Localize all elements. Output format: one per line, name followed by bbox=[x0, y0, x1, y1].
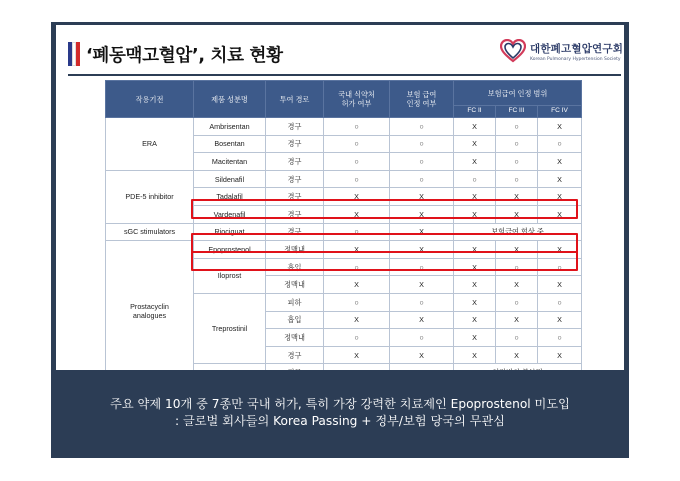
fc4-cell: X bbox=[538, 241, 582, 259]
fc4-cell: ○ bbox=[538, 258, 582, 276]
insurance-cell: ○ bbox=[390, 258, 454, 276]
fc4-cell: ○ bbox=[538, 135, 582, 153]
ingredient-cell: Treprostinil bbox=[194, 293, 266, 363]
approval-cell: ○ bbox=[324, 153, 390, 171]
route-cell: 흡입 bbox=[266, 311, 324, 329]
ingredient-cell: Epoprostenol bbox=[194, 241, 266, 259]
approval-cell: X bbox=[324, 241, 390, 259]
fc3-cell: ○ bbox=[496, 293, 538, 311]
insurance-cell: ○ bbox=[390, 135, 454, 153]
ingredient-cell: Bosentan bbox=[194, 135, 266, 153]
fc4-cell: X bbox=[538, 118, 582, 136]
fc4-cell: X bbox=[538, 346, 582, 364]
route-cell: 피하 bbox=[266, 293, 324, 311]
header-fc2: FC II bbox=[454, 106, 496, 118]
logo-name-ko: 대한폐고혈압연구회 bbox=[530, 42, 624, 55]
slide-title: ‘폐동맥고혈압’, 치료 현황 bbox=[86, 45, 283, 66]
insurance-cell: X bbox=[390, 205, 454, 223]
group-era: ERA bbox=[106, 118, 194, 171]
summary-banner bbox=[56, 370, 624, 456]
route-cell: 경구 bbox=[266, 170, 324, 188]
route-cell: 정맥내 bbox=[266, 276, 324, 294]
insurance-cell: ○ bbox=[390, 153, 454, 171]
fc4-cell: X bbox=[538, 205, 582, 223]
fc2-cell: X bbox=[454, 276, 496, 294]
fc4-cell: X bbox=[538, 153, 582, 171]
fc4-cell: X bbox=[538, 170, 582, 188]
header-ingredient: 제품 성분명 bbox=[194, 81, 266, 118]
fc2-cell: ○ bbox=[454, 170, 496, 188]
fc3-cell: ○ bbox=[496, 135, 538, 153]
treatment-table-area bbox=[105, 80, 581, 400]
fc3-cell: ○ bbox=[496, 170, 538, 188]
summary-line-2: : 글로벌 회사들의 Korea Passing + 정부/보험 당국의 무관심 bbox=[175, 414, 505, 428]
route-cell: 경구 bbox=[266, 135, 324, 153]
ingredient-cell: Macitentan bbox=[194, 153, 266, 171]
insurance-cell: X bbox=[390, 223, 454, 241]
fc2-cell: X bbox=[454, 346, 496, 364]
range-note-cell: 보험급여 협상 중 bbox=[454, 223, 582, 241]
approval-cell: ○ bbox=[324, 170, 390, 188]
approval-cell: X bbox=[324, 311, 390, 329]
route-cell: 경구 bbox=[266, 346, 324, 364]
fc3-cell: X bbox=[496, 311, 538, 329]
approval-cell: ○ bbox=[324, 223, 390, 241]
slide bbox=[51, 22, 629, 458]
insurance-cell: X bbox=[390, 311, 454, 329]
ingredient-cell: Ambrisentan bbox=[194, 118, 266, 136]
header-insurance-range: 보험급여 인정 범위 bbox=[454, 81, 582, 106]
insurance-cell: ○ bbox=[390, 170, 454, 188]
ingredient-cell: Tadalafil bbox=[194, 188, 266, 206]
insurance-cell: ○ bbox=[390, 329, 454, 347]
approval-cell: X bbox=[324, 276, 390, 294]
highlight-riociguat-row bbox=[191, 233, 578, 253]
ingredient-cell: Sildenafil bbox=[194, 170, 266, 188]
fc3-cell: ○ bbox=[496, 329, 538, 347]
approval-cell: ○ bbox=[324, 118, 390, 136]
insurance-cell: X bbox=[390, 346, 454, 364]
header-mechanism: 작용기전 bbox=[106, 81, 194, 118]
route-cell: 경구 bbox=[266, 153, 324, 171]
fc4-cell: ○ bbox=[538, 293, 582, 311]
fc2-cell: X bbox=[454, 153, 496, 171]
insurance-cell: X bbox=[390, 241, 454, 259]
fc3-cell: ○ bbox=[496, 153, 538, 171]
fc2-cell: X bbox=[454, 188, 496, 206]
approval-cell: ○ bbox=[324, 258, 390, 276]
route-cell: 정맥내 bbox=[266, 329, 324, 347]
insurance-cell: X bbox=[390, 276, 454, 294]
heart-lungs-icon bbox=[500, 39, 526, 63]
route-cell: 정맥내 bbox=[266, 241, 324, 259]
fc2-cell: X bbox=[454, 293, 496, 311]
fc3-cell: X bbox=[496, 188, 538, 206]
insurance-cell: X bbox=[390, 188, 454, 206]
header-fc3: FC III bbox=[496, 106, 538, 118]
fc2-cell: X bbox=[454, 241, 496, 259]
table-row bbox=[106, 118, 582, 136]
header-domestic-approval: 국내 식약처 허가 여부 bbox=[324, 81, 390, 118]
approval-cell: ○ bbox=[324, 293, 390, 311]
fc2-cell: X bbox=[454, 329, 496, 347]
highlight-tadalafil-row bbox=[191, 199, 578, 219]
fc4-cell: X bbox=[538, 311, 582, 329]
fc4-cell: X bbox=[538, 188, 582, 206]
route-cell: 흡입 bbox=[266, 258, 324, 276]
route-cell: 경구 bbox=[266, 118, 324, 136]
title-bar bbox=[68, 39, 283, 69]
route-cell: 경구 bbox=[266, 188, 324, 206]
logo-name-en: Korean Pulmonary Hypertension Society bbox=[530, 56, 621, 62]
society-logo bbox=[500, 39, 623, 63]
header-fc4: FC IV bbox=[538, 106, 582, 118]
approval-cell: ○ bbox=[324, 329, 390, 347]
insurance-cell: ○ bbox=[390, 118, 454, 136]
fc4-cell: ○ bbox=[538, 329, 582, 347]
fc3-cell: X bbox=[496, 205, 538, 223]
ingredient-cell: Riociguat bbox=[194, 223, 266, 241]
route-cell: 경구 bbox=[266, 205, 324, 223]
fc3-cell: X bbox=[496, 276, 538, 294]
ingredient-cell: Iloprost bbox=[194, 258, 266, 293]
fc3-cell: X bbox=[496, 346, 538, 364]
fc3-cell: X bbox=[496, 241, 538, 259]
group-prostacyclin: Prostacyclin analogues bbox=[106, 241, 194, 382]
group-pde5: PDE-5 inhibitor bbox=[106, 170, 194, 223]
approval-cell: X bbox=[324, 346, 390, 364]
approval-cell: X bbox=[324, 205, 390, 223]
table-row bbox=[106, 170, 582, 188]
ingredient-cell: Vardenafil bbox=[194, 205, 266, 223]
fc2-cell: X bbox=[454, 311, 496, 329]
title-divider bbox=[68, 74, 621, 76]
insurance-cell: ○ bbox=[390, 293, 454, 311]
summary-line-1: 주요 약제 10개 중 7종만 국내 허가, 특히 가장 강력한 치료제인 Epoprostenol 미도입 bbox=[110, 397, 570, 411]
highlight-epoprostenol-row bbox=[191, 251, 578, 271]
fc2-cell: X bbox=[454, 118, 496, 136]
fc4-cell: X bbox=[538, 276, 582, 294]
flag-icon bbox=[68, 42, 80, 66]
fc2-cell: X bbox=[454, 258, 496, 276]
group-sgc: sGC stimulators bbox=[106, 223, 194, 241]
fc3-cell: ○ bbox=[496, 258, 538, 276]
approval-cell: ○ bbox=[324, 135, 390, 153]
route-cell: 경구 bbox=[266, 223, 324, 241]
header-route: 투여 경로 bbox=[266, 81, 324, 118]
fc3-cell: ○ bbox=[496, 118, 538, 136]
fc2-cell: X bbox=[454, 205, 496, 223]
approval-cell: X bbox=[324, 188, 390, 206]
fc2-cell: X bbox=[454, 135, 496, 153]
header-insurance-approval: 보험 급여 인정 여부 bbox=[390, 81, 454, 118]
